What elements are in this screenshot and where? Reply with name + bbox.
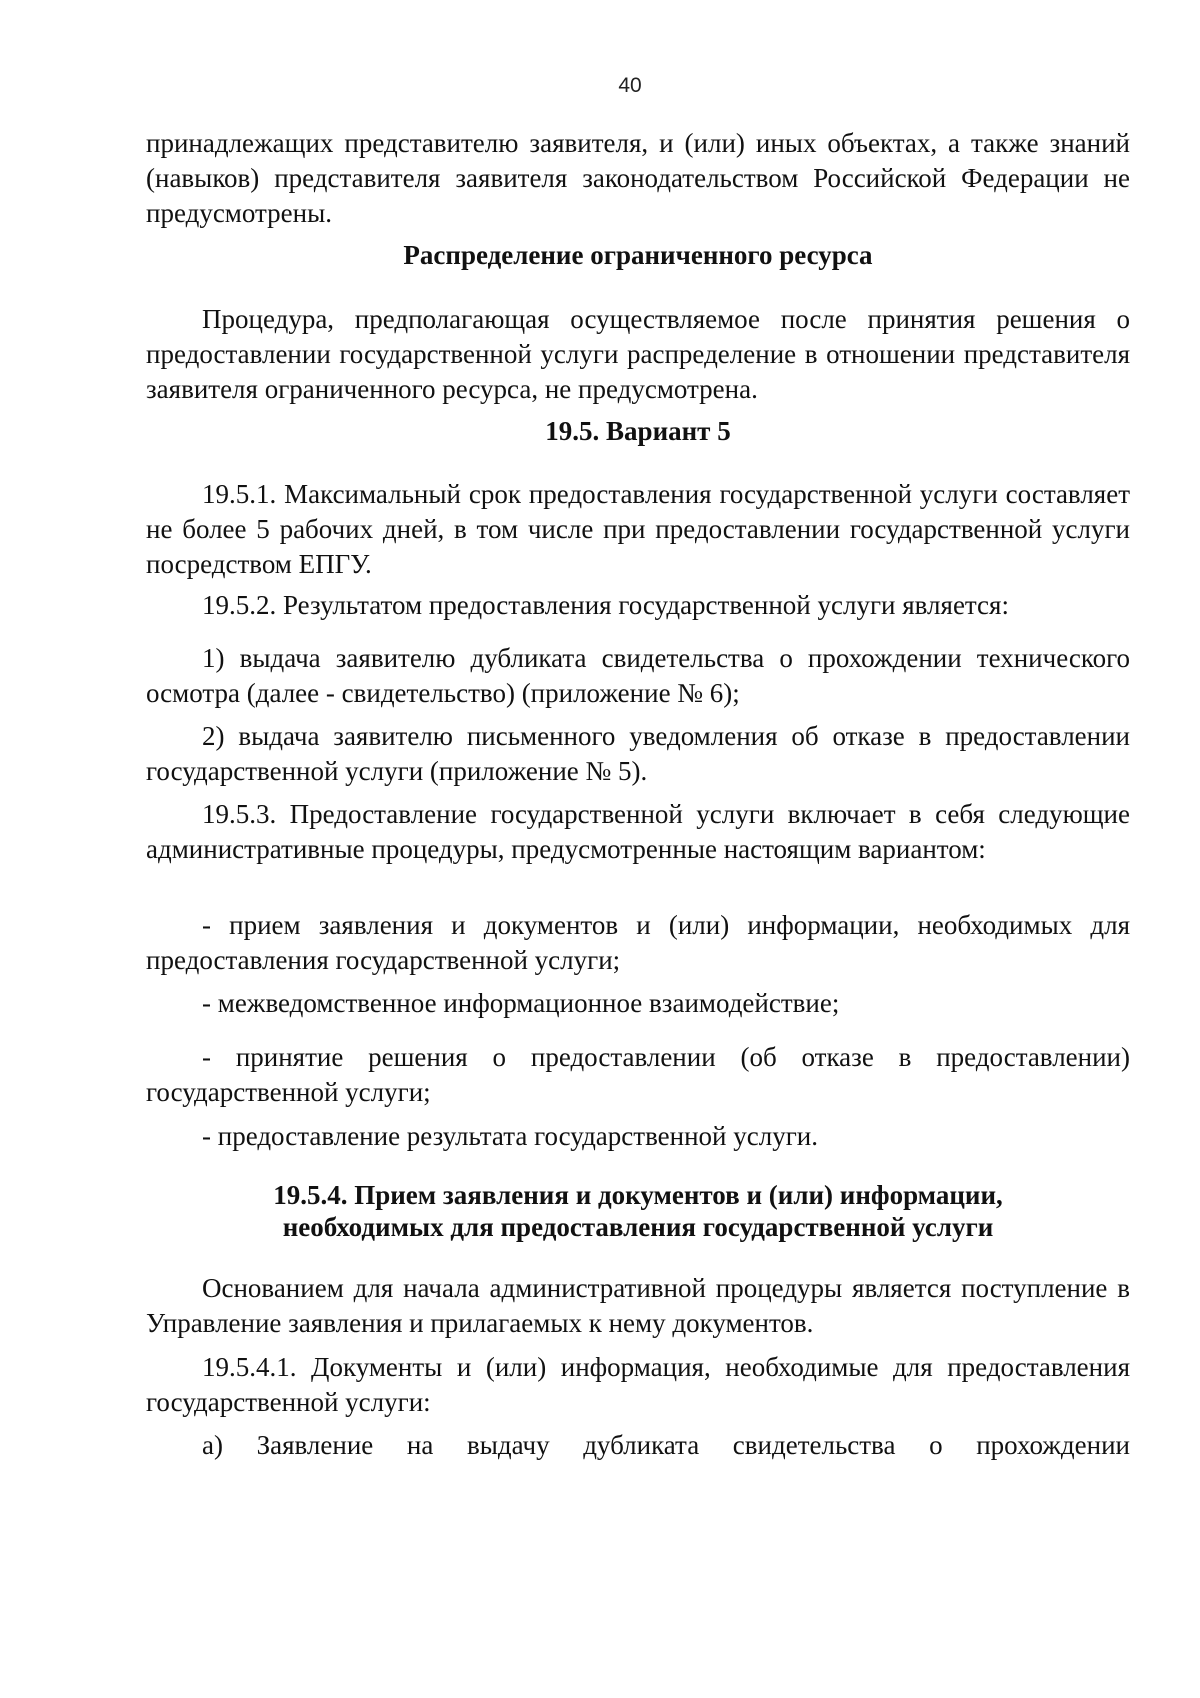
- section-heading-19-5-4-line1: 19.5.4. Прием заявления и документов и (или) информации,: [273, 1180, 1003, 1210]
- paragraph-resource-procedure: Процедура, предполагающая осуществляемое после принятия решения о предоставлении государственной услуги распределение в отношении представителя заявителя ограниченного ресурса, не предусмотрена.: [146, 304, 1130, 404]
- paragraph-19-5-4-1: 19.5.4.1. Документы и (или) информация, необходимые для предоставления государственной услуги:: [146, 1352, 1130, 1417]
- paragraph-continuation: принадлежащих представителю заявителя, и (или) иных объектах, а также знаний (навыков) представителя заявителя законодательством Российской Федерации не предусмотрены.: [146, 128, 1130, 228]
- list-item-decision: - принятие решения о предоставлении (об отказе в предоставлении) государственной услуги;: [146, 1042, 1130, 1107]
- paragraph-result-1: 1) выдача заявителю дубликата свидетельства о прохождении технического осмотра (далее - свидетельство) (приложение № 6);: [146, 643, 1130, 708]
- section-heading-variant-5: 19.5. Вариант 5: [545, 416, 731, 446]
- list-item-interaction: - межведомственное информационное взаимодействие;: [202, 988, 840, 1018]
- paragraph-19-5-1: 19.5.1. Максимальный срок предоставления государственной услуги составляет не более 5 рабочих дней, в том числе при предоставлении государственной услуги посредством ЕПГУ.: [146, 479, 1130, 579]
- paragraph-result-2: 2) выдача заявителю письменного уведомления об отказе в предоставлении государственной услуги (приложение № 5).: [146, 721, 1130, 786]
- paragraph-item-a: а) Заявление на выдачу дубликата свидетельства о прохождении: [202, 1430, 1130, 1460]
- paragraph-19-5-2: 19.5.2. Результатом предоставления государственной услуги является:: [202, 590, 1009, 620]
- paragraph-basis: Основанием для начала административной процедуры является поступление в Управление заявления и прилагаемых к нему документов.: [146, 1273, 1130, 1338]
- list-item-result: - предоставление результата государственной услуги.: [202, 1121, 818, 1151]
- paragraph-19-5-3: 19.5.3. Предоставление государственной услуги включает в себя следующие административные процедуры, предусмотренные настоящим вариантом:: [146, 799, 1130, 864]
- section-heading-19-5-4-line2: необходимых для предоставления государственной услуги: [282, 1212, 994, 1242]
- list-item-reception: - прием заявления и документов и (или) информации, необходимых для предоставления государственной услуги;: [146, 910, 1130, 975]
- section-heading-resource: Распределение ограниченного ресурса: [403, 240, 873, 270]
- page-number: 40: [618, 74, 642, 97]
